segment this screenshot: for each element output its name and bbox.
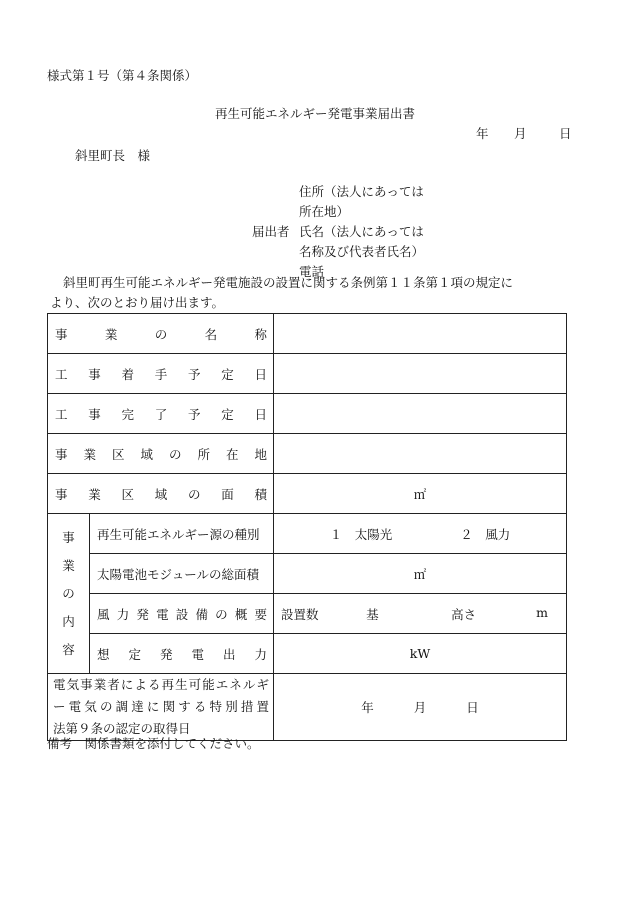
date-month: 月 <box>514 126 527 141</box>
expected-output-field[interactable] <box>274 634 567 674</box>
energy-type-label-text: 再生可能エネルギー源の種別 <box>97 526 260 542</box>
label-char: 風 <box>97 606 110 622</box>
label-char: 発 <box>160 646 173 662</box>
table-row <box>48 514 567 554</box>
label-char: 工 <box>55 406 68 422</box>
area-location-field[interactable] <box>274 434 567 474</box>
label-char: 力 <box>254 646 268 662</box>
label-char: 想 <box>97 646 110 662</box>
business-name-field[interactable] <box>274 314 567 354</box>
label-char: 予 <box>188 406 201 422</box>
notifier-address-label: 住所（法人にあっては <box>299 184 424 199</box>
table-row <box>48 354 567 394</box>
label-char: 定 <box>221 406 234 422</box>
notifier-name-label: 氏名（法人にあっては <box>299 224 424 239</box>
label-char: 地 <box>254 446 268 462</box>
business-content-label <box>48 514 90 674</box>
energy-type-field <box>274 514 567 554</box>
certification-label-line-3: 法第９条の認定の取得日 <box>53 721 191 736</box>
solar-area-label-text: 太陽電池モジュールの総面積 <box>97 566 260 582</box>
label-char: 力 <box>116 606 130 622</box>
notifier-label: 届出者 <box>252 224 290 239</box>
completion-date-field[interactable] <box>274 394 567 434</box>
label-char: 事 <box>88 366 101 382</box>
form-title: 再生可能エネルギー発電事業届出書 <box>214 106 415 121</box>
notifier-address-label-cont: 所在地） <box>299 204 350 219</box>
intro-text <box>45 273 565 313</box>
label-char: 発 <box>136 606 149 622</box>
notifier-name-label-cont: 名称及び代表者氏名） <box>299 244 425 259</box>
area-unit: ㎡ <box>413 486 427 502</box>
label-char: 完 <box>121 406 135 422</box>
certification-label-line-1: 電気事業者による再生可能エネルギ <box>53 677 270 692</box>
label-char: 工 <box>55 366 68 382</box>
intro-line-1: 斜里町再生可能エネルギー発電施設の設置に関する条例第１１条第１項の規定に <box>63 275 514 290</box>
cert-date-month: 月 <box>413 700 427 715</box>
start-date-label <box>48 354 274 394</box>
wind-overview-label <box>90 594 274 634</box>
label-char: の <box>154 326 168 342</box>
label-char: の <box>169 446 182 462</box>
vertical-label-char: の <box>62 585 75 601</box>
label-char: 電 <box>156 606 169 622</box>
wind-count-label: 設置数 <box>281 606 319 622</box>
wind-overview-field[interactable] <box>274 594 567 634</box>
label-char: 電 <box>191 646 205 662</box>
table-row <box>48 434 567 474</box>
vertical-label-char: 業 <box>62 557 75 573</box>
area-location-label <box>48 434 274 474</box>
label-char: 定 <box>221 366 234 382</box>
remarks: 備考 関係書類を添付してください。 <box>47 736 260 751</box>
table-row <box>48 314 567 354</box>
label-char: 概 <box>234 606 248 622</box>
label-char: の <box>188 486 201 502</box>
area-size-field[interactable] <box>274 474 567 514</box>
label-char: 手 <box>154 366 168 382</box>
table-row <box>48 394 567 434</box>
wind-height-label: 高さ <box>451 606 477 622</box>
label-char: 業 <box>88 486 101 502</box>
certification-label-line-2: ー電気の調達に関する特別措置 <box>53 699 270 714</box>
table-row <box>48 594 567 634</box>
label-char: 称 <box>254 326 268 342</box>
label-char: 日 <box>254 406 268 422</box>
label-char: 区 <box>121 486 135 502</box>
label-char: 区 <box>112 446 125 462</box>
label-char: 設 <box>175 606 189 622</box>
area-size-label <box>48 474 274 514</box>
vertical-label-char: 容 <box>62 641 75 657</box>
solar-area-field[interactable] <box>274 554 567 594</box>
addressee: 斜里町長 様 <box>75 148 151 163</box>
label-char: の <box>215 606 228 622</box>
certification-date-field[interactable] <box>274 674 567 741</box>
label-char: 業 <box>104 326 118 342</box>
label-char: 在 <box>226 446 239 462</box>
label-char: 要 <box>254 606 268 622</box>
vertical-label-char: 内 <box>62 613 75 629</box>
notifier-block <box>252 182 424 282</box>
label-char: 事 <box>88 406 101 422</box>
business-name-label <box>48 314 274 354</box>
label-char: 了 <box>154 406 168 422</box>
option-solar[interactable]: １ 太陽光 <box>329 526 393 542</box>
label-char: 名 <box>204 326 218 342</box>
start-date-field[interactable] <box>274 354 567 394</box>
label-char: 事 <box>55 326 68 342</box>
table-row <box>48 474 567 514</box>
label-char: 出 <box>223 646 236 662</box>
submission-date <box>476 124 572 142</box>
expected-output-label <box>90 634 274 674</box>
date-year: 年 <box>476 126 489 141</box>
label-char: 定 <box>128 646 142 662</box>
solar-area-unit: ㎡ <box>413 566 427 582</box>
label-char: 業 <box>83 446 97 462</box>
label-char: 面 <box>221 486 234 502</box>
label-char: 域 <box>140 446 154 462</box>
wind-height-unit: m <box>536 604 549 620</box>
notification-table <box>47 313 567 741</box>
form-number: 様式第１号（第４条関係） <box>47 68 198 83</box>
wind-count-unit: 基 <box>366 606 379 622</box>
label-char: 予 <box>188 366 201 382</box>
label-char: 事 <box>55 486 68 502</box>
label-char: 所 <box>197 446 211 462</box>
label-char: 積 <box>254 486 268 502</box>
output-unit: kW <box>409 646 431 661</box>
notifier-phone-label: 電話 <box>299 264 325 279</box>
option-wind[interactable]: ２ 風力 <box>460 526 511 542</box>
label-char: 着 <box>121 366 135 382</box>
label-char: 日 <box>254 366 268 382</box>
cert-date-year: 年 <box>361 700 374 715</box>
table-row <box>48 634 567 674</box>
cert-date-day: 日 <box>466 700 479 715</box>
label-char: 域 <box>154 486 168 502</box>
table-row <box>48 554 567 594</box>
energy-type-label <box>90 514 274 554</box>
table-row <box>48 674 567 741</box>
date-day: 日 <box>559 126 572 141</box>
solar-area-label <box>90 554 274 594</box>
completion-date-label <box>48 394 274 434</box>
label-char: 備 <box>195 606 208 622</box>
vertical-label-char: 事 <box>62 529 75 545</box>
label-char: 事 <box>55 446 68 462</box>
intro-line-2: より、次のとおり届け出ます。 <box>50 295 225 310</box>
certification-label <box>48 674 274 741</box>
